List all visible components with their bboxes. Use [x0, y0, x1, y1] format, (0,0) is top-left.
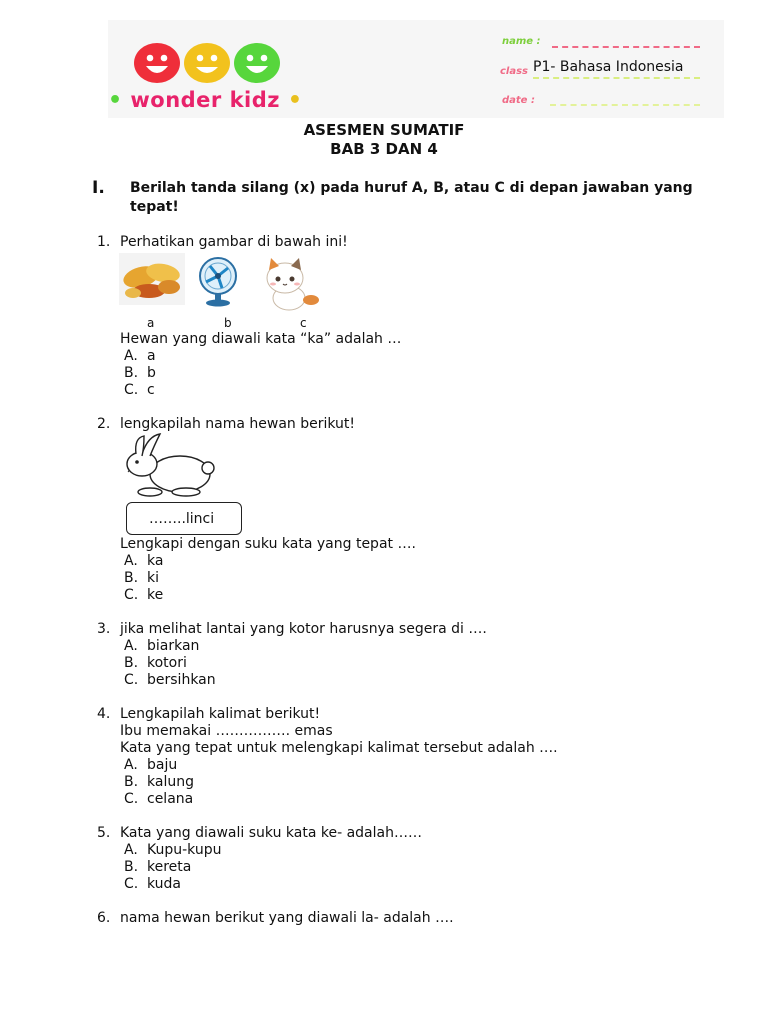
q5-option-b-key: B. [124, 859, 139, 875]
q4-number: 4. [97, 706, 111, 722]
q5-text: Kata yang diawali suku kata ke- adalah…… [120, 825, 422, 841]
q1-option-c-key: C. [124, 382, 139, 398]
peanuts-image [119, 253, 185, 305]
q2-option-a-key: A. [124, 553, 138, 569]
cat-image [259, 256, 323, 314]
q4-option-c: celana [147, 791, 194, 807]
q5-option-a: Kupu-kupu [147, 842, 222, 858]
q5-option-b: kereta [147, 859, 192, 875]
q2-number: 2. [97, 416, 111, 432]
q5-option-c: kuda [147, 876, 182, 892]
q4-option-c-key: C. [124, 791, 139, 807]
name-label: name : [502, 36, 541, 47]
q5-number: 5. [97, 825, 111, 841]
q4-option-a-key: A. [124, 757, 138, 773]
fan-image [196, 256, 242, 308]
brand-logo: • wonder kidz • [108, 88, 303, 113]
q4-prompt: Kata yang tepat untuk melengkapi kalimat tersebut adalah …. [120, 740, 558, 756]
q1-prompt: Hewan yang diawali kata “ka” adalah … [120, 331, 402, 347]
q1-image-label-c: c [300, 316, 307, 330]
q1-image-label-b: b [224, 316, 232, 330]
q5-option-a-key: A. [124, 842, 138, 858]
yellow-smiley-icon [183, 42, 231, 84]
q2-option-b: ki [147, 570, 159, 586]
q1-option-a: a [147, 348, 156, 364]
q3-option-b-key: B. [124, 655, 139, 671]
q1-option-b: b [147, 365, 156, 381]
name-line [552, 46, 700, 48]
date-line [550, 104, 700, 106]
page-subtitle: BAB 3 DAN 4 [330, 140, 438, 158]
q1-text: Perhatikan gambar di bawah ini! [120, 234, 348, 250]
q1-option-a-key: A. [124, 348, 138, 364]
q6-text: nama hewan berikut yang diawali la- adalah …. [120, 910, 454, 926]
q4-option-b: kalung [147, 774, 194, 790]
q2-option-a: ka [147, 553, 164, 569]
q2-text: lengkapilah nama hewan berikut! [120, 416, 356, 432]
green-smiley-icon [233, 42, 281, 84]
q3-option-a: biarkan [147, 638, 200, 654]
q6-number: 6. [97, 910, 111, 926]
red-smiley-icon [133, 42, 181, 84]
q4-sentence: Ibu memakai ……………. emas [120, 723, 333, 739]
q2-box-text: ……..linci [149, 511, 215, 527]
class-label: class [500, 66, 529, 77]
brand-text: wonder kidz [130, 88, 281, 112]
q1-option-b-key: B. [124, 365, 139, 381]
q4-text: Lengkapilah kalimat berikut! [120, 706, 321, 722]
q3-option-c-key: C. [124, 672, 139, 688]
q3-number: 3. [97, 621, 111, 637]
q1-image-label-a: a [147, 316, 155, 330]
date-label: date : [502, 95, 535, 106]
page-title: ASESMEN SUMATIF [303, 121, 465, 139]
class-line [533, 77, 700, 79]
q5-option-c-key: C. [124, 876, 139, 892]
q2-option-c: ke [147, 587, 164, 603]
class-value: P1- Bahasa Indonesia [533, 59, 684, 75]
rabbit-image [120, 432, 218, 502]
q2-answer-box [126, 502, 242, 535]
q1-option-c: c [147, 382, 155, 398]
q4-option-a: baju [147, 757, 178, 773]
q3-option-b: kotori [147, 655, 187, 671]
section-instruction: Berilah tanda silang (x) pada huruf A, B, atau C di depan jawaban yang tepat! [130, 180, 693, 215]
q3-option-c: bersihkan [147, 672, 216, 688]
q4-option-b-key: B. [124, 774, 139, 790]
q2-option-c-key: C. [124, 587, 139, 603]
q2-prompt: Lengkapi dengan suku kata yang tepat …. [120, 536, 416, 552]
section-number: I. [92, 178, 105, 198]
q1-number: 1. [97, 234, 111, 250]
q2-option-b-key: B. [124, 570, 139, 586]
q3-text: jika melihat lantai yang kotor harusnya segera di …. [120, 621, 487, 637]
q3-option-a-key: A. [124, 638, 138, 654]
